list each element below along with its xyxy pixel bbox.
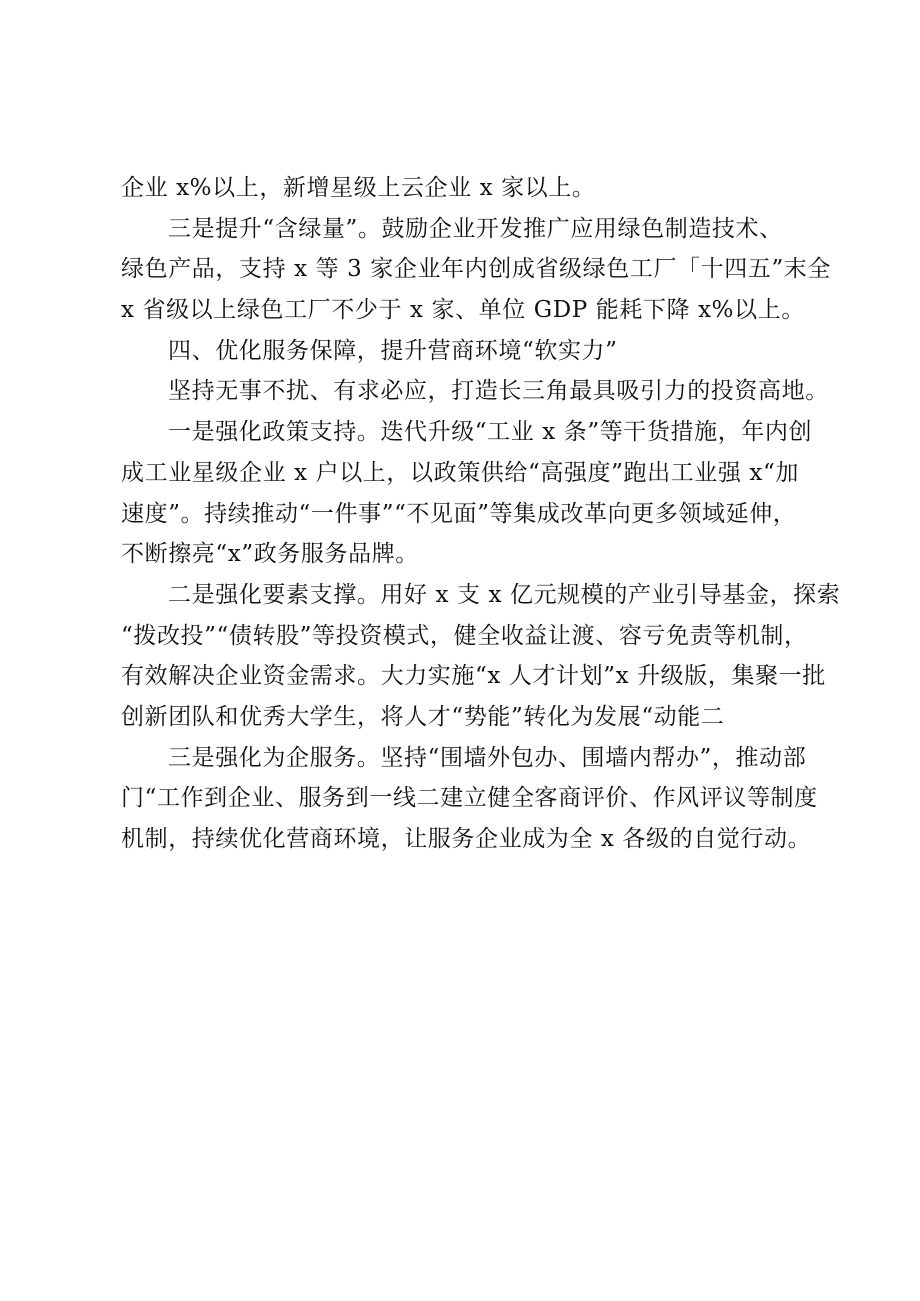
document-body — [121, 168, 841, 860]
text-line: 机制，持续优化营商环境，让服务企业成为全 x 各级的自觉行动。 — [121, 826, 812, 852]
text-line: 创新团队和优秀大学生，将人才“势能”转化为发展“动能二 — [121, 703, 725, 730]
text-line: 不断擦亮“x”政务服务品牌。 — [121, 541, 419, 568]
text-line: 有效解决企业资金需求。大力实施“x 人才计划”x 升级版，集聚一批 — [121, 663, 826, 690]
text-line: 企业 x%以上，新增星级上云企业 x 家以上。 — [121, 175, 596, 201]
text-line: 三是提升“含绿量”。鼓励企业开发推广应用绿色制造技术、 — [168, 215, 783, 242]
text-line: 三是强化为企服务。坚持“围墙外包办、围墙内帮办”，推动部 — [168, 744, 807, 771]
text-line: x 省级以上绿色工厂不少于 x 家、单位 GDP 能耗下降 x%以上。 — [121, 297, 805, 324]
text-line: 一是强化政策支持。迭代升级“工业 x 条”等干货措施，年内创 — [168, 419, 813, 446]
text-line: 坚持无事不扰、有求必应，打造长三角最具吸引力的投资高地。 — [168, 378, 829, 405]
text-line: 绿色产品，支持 x 等 3 家企业年内创成省级绿色工厂「十四五”末全 — [121, 256, 832, 283]
text-line: 二是强化要素支撑。用好 x 支 x 亿元规模的产业引导基金，探索 — [168, 581, 841, 608]
text-line: 门“工作到企业、服务到一线二建立健全客商评价、作风评议等制度 — [121, 785, 818, 812]
text-line: “拨改投”“债转股”等投资模式，健全收益让渡、容亏免责等机制， — [121, 622, 808, 649]
text-line: 速度”。持续推动“一件事”“不见面”等集成改革向更多领域延伸， — [121, 500, 797, 527]
text-line: 成工业星级企业 x 户以上，以政策供给“高强度”跑出工业强 x“加 — [121, 459, 799, 486]
section-heading: 四、优化服务保障，提升营商环境“软实力” — [168, 337, 618, 364]
